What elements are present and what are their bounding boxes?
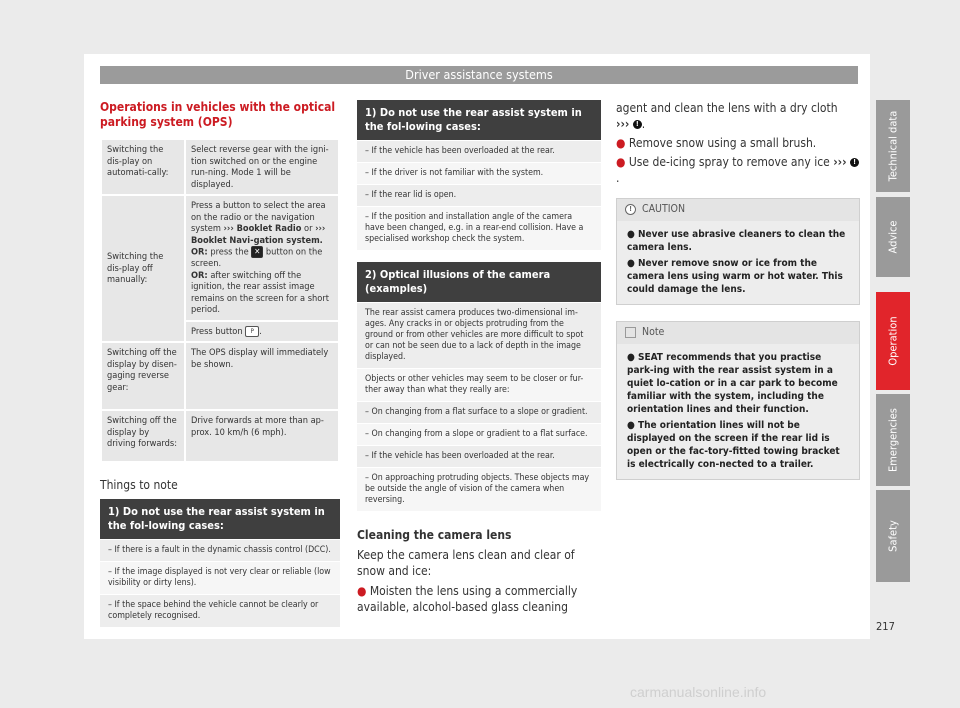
table-cell-label: Switching off the display by driving forwards: — [101, 410, 185, 462]
table-cell-text: Select reverse gear with the igni-tion switched on or the engine run-ning. Mode 1 will be displayed. — [185, 139, 339, 195]
list-item — [357, 583, 601, 615]
list-item: – If the vehicle has been overloaded at the rear. — [357, 445, 601, 467]
cleaning-intro: Keep the camera lens clean and clear of snow and ice: — [357, 548, 575, 578]
bullet-text: Moisten the lens using a commercially available, alcohol-based glass cleaning — [357, 584, 578, 614]
bullet-icon: ● — [627, 258, 638, 269]
tab-advice[interactable] — [876, 197, 910, 277]
bullet-text: Use de-icing spray to remove any ice — [628, 155, 830, 169]
caution-text: Never remove snow or ice from the camera lens using warm or hot water. This could damage the lens. — [627, 258, 843, 295]
right-column — [616, 100, 860, 480]
tab-label: Technical data — [886, 110, 900, 182]
list-item: – If the rear lid is open. — [357, 184, 601, 206]
tab-label: Emergencies — [886, 408, 900, 472]
warning-box-3 — [357, 262, 601, 511]
note-box — [616, 321, 860, 480]
page-number: 217 — [876, 620, 895, 633]
note-title: Note — [642, 326, 665, 338]
list-item: – On changing from a slope or gradient to a flat surface. — [357, 423, 601, 445]
note-text: SEAT recommends that you practise park-ing with the rear assist system in a quiet lo-cation or in a car park to become familiar with the system, including the orientation lines and their function. — [627, 352, 838, 415]
or-label: OR: — [191, 269, 208, 281]
booklet-navigation-ref[interactable]: ››› Booklet Navi-gation system. — [191, 223, 326, 246]
text-span: or — [301, 223, 316, 234]
middle-column — [357, 100, 601, 615]
section-header: Driver assistance systems — [100, 66, 858, 84]
left-column — [100, 100, 340, 627]
tab-technical-data[interactable] — [876, 100, 910, 192]
tab-label: Advice — [886, 220, 900, 254]
text-span: press the — [207, 246, 252, 258]
table-row — [101, 139, 339, 195]
list-item: – If the image displayed is not very clear or reliable (low visibility or dirty lens). — [100, 561, 340, 594]
close-icon: ✕ — [251, 246, 263, 258]
table-cell-label: Switching off the display by disen-gaging reverse gear: — [101, 342, 185, 410]
caution-box — [616, 198, 860, 305]
list-item: – If the vehicle has been overloaded at the rear. — [357, 140, 601, 162]
bullet-icon: ● — [627, 229, 638, 240]
list-item: ● Use de-icing spray to remove any ice ››› !. — [616, 154, 860, 186]
bullet-icon: ● — [627, 352, 638, 363]
caution-body — [617, 221, 859, 304]
warning-box-title: 2) Optical illusions of the camera (examples) — [357, 262, 601, 302]
tab-operation[interactable] — [876, 292, 910, 390]
list-item: – If the position and installation angle of the camera have been changed, e.g. in a rear-end collision. Have a specialised workshop check the system. — [357, 206, 601, 250]
watermark: carmanualsonline.info — [630, 684, 767, 700]
ops-table — [100, 138, 340, 463]
note-icon — [625, 327, 636, 338]
table-row — [101, 195, 339, 321]
tab-emergencies[interactable] — [876, 394, 910, 486]
text-span: button on the screen. — [191, 246, 323, 269]
note-title-bar — [617, 322, 859, 344]
text-span: agent and clean the lens with a dry cloth — [616, 101, 838, 115]
list-item — [627, 351, 849, 416]
list-item: – If there is a fault in the dynamic chassis control (DCC). — [100, 539, 340, 561]
text-span: . — [259, 325, 262, 337]
warning-box-title: 1) Do not use the rear assist system in the fol-lowing cases: — [357, 100, 601, 140]
bullet-text: Remove snow using a small brush. — [628, 136, 817, 150]
tab-label: Operation — [886, 316, 900, 366]
list-item: Objects or other vehicles may seem to be closer or fur-ther away than what they really are: — [357, 368, 601, 401]
warning-box-2 — [357, 100, 601, 250]
warning-icon: ! — [850, 158, 859, 167]
tab-label: Safety — [886, 520, 900, 552]
list-item: – If the space behind the vehicle cannot be clearly or completely recognised. — [100, 594, 340, 627]
table-cell-text — [185, 195, 339, 321]
warning-icon: ! — [633, 120, 642, 129]
parking-button-icon: P — [245, 326, 259, 337]
list-item: The rear assist camera produces two-dimensional im-ages. Any cracks in or objects protruding from the ground or from other vehicles are more difficult to spot or can not be seen due to a lack of depth in the image displayed. — [357, 302, 601, 368]
bullet-icon: ● — [357, 584, 370, 598]
table-row — [101, 410, 339, 462]
or-label: OR: — [191, 246, 208, 258]
text-span: Press a button to select the area on the radio or the navigation system — [191, 200, 326, 234]
caution-icon: ! — [625, 204, 636, 215]
note-text: The orientation lines will not be displayed on the screen if the rear lid is open or the fac-tory-fitted towing bracket is electrically con-nected to a trailer. — [627, 420, 840, 470]
caution-title: CAUTION — [642, 203, 686, 215]
table-cell-text — [185, 321, 339, 343]
list-item — [627, 419, 849, 471]
things-heading: Things to note — [100, 478, 178, 492]
table-cell-text: The OPS display will immediately be shown. — [185, 342, 339, 410]
list-item — [627, 228, 849, 254]
tab-safety[interactable] — [876, 490, 910, 582]
reference-link[interactable]: ››› — [616, 117, 630, 131]
list-item: – On changing from a flat surface to a slope or gradient. — [357, 401, 601, 423]
list-item: – If the driver is not familiar with the system. — [357, 162, 601, 184]
warning-box-title: 1) Do not use the rear assist system in the fol-lowing cases: — [100, 499, 340, 539]
text-span: after switching off the ignition, the rear assist image remains on the screen for a short period. — [191, 269, 329, 315]
table-cell-label: Switching the dis-play off manually: — [101, 195, 185, 342]
bullet-icon: ● — [616, 136, 629, 150]
warning-box-1 — [100, 499, 340, 627]
ops-heading: Operations in vehicles with the optical parking system (OPS) — [100, 100, 336, 129]
list-item: – On approaching protruding objects. These objects may be outside the angle of vision of the camera when reversing. — [357, 467, 601, 511]
bullet-icon: ● — [627, 420, 638, 431]
caution-title-bar — [617, 199, 859, 221]
table-row — [101, 342, 339, 410]
continued-text: agent and clean the lens with a dry cloth ››› ! . — [616, 101, 838, 131]
table-cell-label: Switching the dis-play on automati-cally: — [101, 139, 185, 195]
text-span: Press button — [191, 325, 246, 337]
cleaning-heading: Cleaning the camera lens — [357, 528, 512, 542]
list-item — [627, 257, 849, 296]
note-body — [617, 344, 859, 479]
caution-text: Never use abrasive cleaners to clean the camera lens. — [627, 229, 846, 253]
table-cell-text: Drive forwards at more than ap-prox. 10 km/h (6 mph). — [185, 410, 339, 462]
list-item — [616, 135, 860, 151]
booklet-radio-ref[interactable]: ››› Booklet Radio — [223, 223, 302, 234]
reference-link[interactable]: ››› — [833, 155, 847, 169]
bullet-icon: ● — [616, 155, 629, 169]
